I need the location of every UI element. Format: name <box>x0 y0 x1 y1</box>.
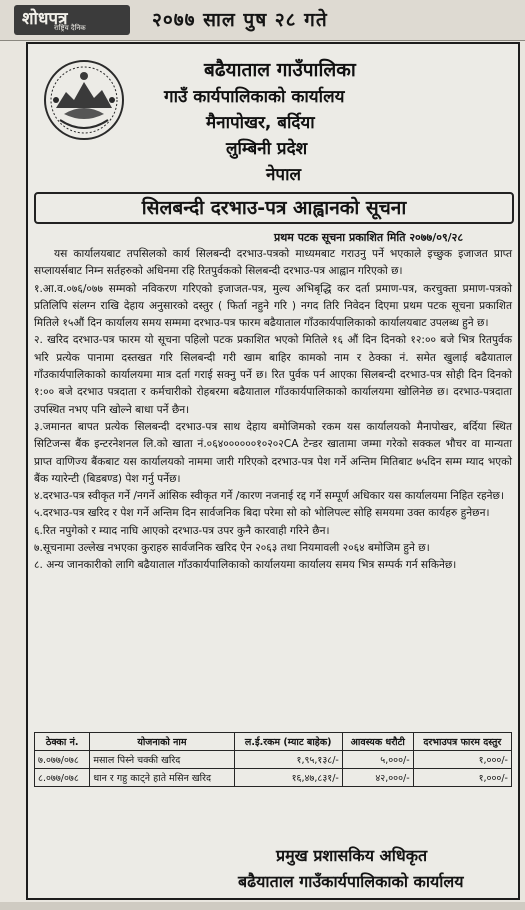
condition-item: ४.दरभाउ-पत्र स्वीकृत गर्ने /नगर्ने आंसिक स्वीकृत गर्ने /कारण नजनाई रद्द गर्ने सम्पूर्ण अधिकार यस कार्यालयमा निहित रहनेछ। <box>34 490 504 503</box>
column-header: आवस्यक धरौटी <box>342 733 413 751</box>
public-notice <box>26 42 520 900</box>
first-publication-date: प्रथम पटक सूचना प्रकाशित मिति २०७७/०९/२८ <box>274 231 464 244</box>
table-header-row <box>35 733 512 751</box>
office-address: मैनापोखर, बर्दिया <box>206 113 315 133</box>
estimated-amount: १,९५,१३८/- <box>234 751 342 769</box>
newspaper-masthead <box>0 0 525 41</box>
logo-tagline: राष्ट्रिय दैनिक <box>54 24 86 32</box>
estimated-amount: १६,४७,८३१/- <box>234 769 342 787</box>
required-deposit: ५,०००/- <box>342 751 413 769</box>
office-name: गाउँ कार्यपालिकाको कार्यालय <box>164 87 345 107</box>
contract-number: ८.०७७/०७८ <box>35 769 90 787</box>
condition-item: १.आ.व.०७६/०७७ सम्मको नविकरण गरिएको इजाजत-पत्र, मुल्य अभिबृद्धि कर दर्ता प्रमाण-पत्र, करचुक्ता प्रमाण-पत्रको प्रतिलिपि संलग्न राखि देहाय अनुसारको दस्तुर ( फिर्ता नहुने गरि ) नगद तिरि निवेदन दिएमा प्रथम पटक सूचना प्रकाशित मितिले १५औं दिन कार्यालय समय सम्ममा दरभाउ-पत्र फारम बढैयाताल गाँउकार्यपालिकाको कार्यालयबाट उपलब्ध हुने छ। <box>34 282 512 330</box>
contract-number: ७.०७७/०७८ <box>35 751 90 769</box>
form-fee: १,०००/- <box>413 751 511 769</box>
table-row <box>35 769 512 787</box>
column-header: ल.ई.रकम (म्याट बाहेक) <box>234 733 342 751</box>
newspaper-logo <box>14 5 130 35</box>
condition-item: २. खरिद दरभाउ-पत्र फारम यो सूचना पहिलो पटक प्रकाशित भएको मितिले १६ औं दिन दिनको १२:०० बजे भित्र रितपुर्वक भरि प्रत्येक पानामा दस्तखत गरि सिलबन्दी गरी खाम बाहिर कामको नाम र ठेक्का नं. समेत खुलाई बढैयाताल गाँउकार्यपालिकाको कार्यालयमा मात्र दर्ता गराई सक्नु पर्ने छ। रित पुर्वक पर्न आएका सिलबन्दी दरभाउ-पत्र सोही दिन दिनको १:०० बजे दरभाउ पत्रदाता र कर्मचारीको रोहबरमा बढैयाताल गाँउकार्यपालिकाको कार्यालयमा खोलिनेछ छ। दरभाउ-पत्रदाता उपस्थित नभए पनि खोल्ने बाधा पर्ने छैन। <box>34 334 512 416</box>
intro-paragraph: यस कार्यालयबाट तपसिलको कार्य सिलबन्दी दरभाउ-पत्रको माध्यमबाट गराउनु पर्ने भएकाले इच्छुक इजाजत प्राप्त सप्लायर्सबाट निम्न सर्तहरुको अधिनमा रहि रितपुर्वकको सिलबन्दी दरभाउ-पत्र आह्वान गरिएको छ। <box>34 248 512 278</box>
municipality-name: बढैयाताल गाउँपालिका <box>204 59 356 81</box>
form-fee: १,०००/- <box>413 769 511 787</box>
government-emblem-icon <box>42 58 126 142</box>
publication-date: २०७७ साल पुष २८ गते <box>152 9 328 31</box>
condition-item: ६.रित नपुगेको र म्याद नाघि आएको दरभाउ-पत्र उपर कुनै कारवाही गरिने छैन। <box>34 524 330 537</box>
page-bottom-edge <box>0 902 525 910</box>
notice-title: सिलबन्दी दरभाउ-पत्र आह्वानको सूचना <box>34 192 514 224</box>
project-name: धान र गहु काट्ने हाते मसिन खरिद <box>90 769 234 787</box>
signatory-office: बढैयाताल गाउँकार्यपालिकाको कार्यालय <box>238 872 464 891</box>
notice-body <box>34 246 512 575</box>
column-header: ठेक्का नं. <box>35 733 90 751</box>
condition-item: ३.जमानत बापत प्रत्येक सिलबन्दी दरभाउ-पत्र साथ देहाय बमोजिमको रकम यस कार्यालयको मैनापोखर, बर्दिया स्थित सिटिजन्स बैंक इन्टरनेशनल लि.को खाता नं.०६४००००००१०२०२CA टेन्डर खातामा जम्मा गरेको सक्कल भौचर वा मान्यता प्राप्त वाणिज्य बैंकबाट यस कार्यालयको नाममा जारी गरिएको दरभाउ-पत्र पेश गर्ने अन्तिम मितिबाट ७५दिन सम्म म्याद भएको बैंक ग्यारेन्टी (बिडबण्ड) पेश गर्नु पर्नेछ। <box>34 420 512 485</box>
logo-text: शोधपत्र <box>22 9 68 29</box>
country-name: नेपाल <box>266 165 302 185</box>
condition-item: ८. अन्य जानकारीको लागि बढैयाताल गाँउकार्यपालिकाको कार्यालयमा कार्यालय समय भित्र सम्पर्क गर्न सकिनेछ। <box>34 559 457 572</box>
column-header: योजनाको नाम <box>90 733 234 751</box>
condition-item: ७.सूचनामा उल्लेख नभएका कुराहरु सार्वजनिक खरिद ऐन २०६३ तथा नियमावली २०६४ बमोजिम हुने छ। <box>34 542 430 555</box>
table-row <box>35 751 512 769</box>
required-deposit: ४२,०००/- <box>342 769 413 787</box>
tender-table <box>34 732 512 787</box>
province-name: लुम्बिनी प्रदेश <box>226 139 308 159</box>
column-header: दरभाउपत्र फारम दस्तुर <box>413 733 511 751</box>
condition-item: ५.दरभाउ-पत्र खरिद र पेश गर्ने अन्तिम दिन सार्वजनिक बिदा परेमा सो को भोलिपल्ट सोहि समयमा उक्त कार्यहरु हुनेछन। <box>34 507 490 520</box>
signatory-title: प्रमुख प्रशासकिय अधिकृत <box>276 846 428 865</box>
project-name: मसाल पिस्ने चक्की खरिद <box>90 751 234 769</box>
